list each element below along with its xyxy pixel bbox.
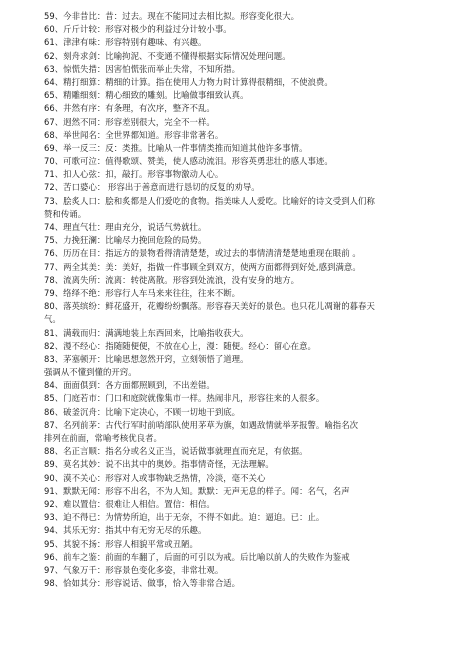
idiom-entry-line: 83、茅塞顿开：比喻思想忽然开窍，立刻领悟了道理。 [44,353,249,364]
idiom-entry-line: 强调从不懂到懂的开窍。 [44,367,137,378]
idiom-entry-line: 78、流离失所：流离：转徙离散。形容到处流浪，没有安身的地方。 [44,274,300,285]
idiom-entry-line: 69、举一反三：反：类推。比喻从一件事情类推而知道其他许多事情。 [44,142,308,153]
idiom-entry-line: 赞和传诵。 [44,208,87,219]
idiom-entry-line: 63、惊慌失措：因害怕慌张而举止失常，不知所措。 [44,63,241,74]
idiom-entry-line: 60、斤斤计较：形容对极少的利益过分计较小事。 [44,24,232,35]
idiom-entry-line: 90、漠不关心：形容对人或事物缺乏热情，冷淡，毫不关心 [44,472,266,483]
idiom-entry-line: 98、恰如其分：形容说话、做事，恰入等非常合适。 [44,578,241,589]
idiom-entry-line: 87、名列前茅：古代行军时前哨部队使用茅草为旗，如遇敌情就举茅报警。喻指名次 [44,419,359,430]
idiom-entry-line: 65、精雕细刻：精心细致的雕刻。比喻做事细致认真。 [44,90,249,101]
idiom-entry-line: 59、今非昔比：昔：过去。现在不能同过去相比拟。形容变化很大。 [44,11,300,21]
idiom-entry-line: 88、名正言顺：指名分或名义正当，说话做事就理直而充足，有依据。 [44,446,308,457]
idiom-entry-line: 96、前车之鉴：前面的车翻了，后面的可引以为戒。后比喻以前人的失败作为鉴戒 [44,551,350,562]
idiom-entry-line: 排列在前面，常喻考核优良者。 [44,433,162,443]
idiom-entry-line: 95、其貌不扬：形容人相貌平常或丑陋。 [44,538,198,549]
idiom-entry-line: 73、脍炙人口：脍和炙都是人们爱吃的食物。指美味人人爱吃。比喻好的诗文受到人们称 [44,195,375,206]
idiom-entry-line: 82、漫不经心：指随随便便，不放在心上，漫：随便。经心：留心在意。 [44,340,316,351]
idiom-entry-line: 79、络绎不绝：形容行人车马来来往往，往来不断。 [44,287,241,298]
idiom-entry-line: 81、满载而归：满满地装上东西回来，比喻指收获大。 [44,327,249,338]
idiom-entry-line: 67、迥然不同：形容差别很大，完全不一样。 [44,116,215,127]
idiom-entry-line: 89、莫名其妙：说不出其中的奥妙。指事情奇怪，无法理解。 [44,459,274,470]
idiom-entry-line: 97、气象万千：形容景色变化多姿，非常壮观。 [44,564,224,575]
idiom-entry-line: 气。 [44,314,61,325]
idiom-entry-line: 62、刻舟求剑：比喻拘泥、不变通不懂得根据实际情况处理问题。 [44,50,291,61]
idiom-entry-line: 71、扣人心弦：扣，敲打。形容事物激动人心。 [44,169,224,180]
idiom-entry-line: 75、力挽狂澜：比喻尽力挽回危险的局势。 [44,235,207,246]
idiom-entry-line: 94、其乐无穷：指其中有无穷无尽的乐趣。 [44,525,207,536]
idiom-entry-line: 92、难以置信：很难让人相信。置信：相信。 [44,498,215,509]
idiom-entry-line: 76、历历在目：指远方的景物看得清清楚楚，或过去的事情清清楚楚地重现在眼前 。 [44,248,361,259]
idiom-entry-line: 66、井然有序：有条理，有次序，整齐不乱。 [44,103,215,114]
idiom-entry-line: 80、落英缤纷：鲜花盛开，花瓣纷纷飘落。形容春天美好的景色。也只花儿凋谢的暮春天 [44,301,375,312]
idiom-entry-line: 74、理直气壮：理由充分，说话气势就壮。 [44,222,207,232]
idiom-entry-line: 72、苦口婆心： 形容出于善意而进行恳切的反复的劝导。 [44,182,260,193]
idiom-entry-line: 61、津津有味：形容特别有趣味、有兴趣。 [44,37,207,48]
idiom-entry-line: 64、精打细算：精细的计算。指在使用人力物力时计算得很精细，不使浪费。 [44,76,333,87]
idiom-entry-line: 91、默默无闻：形容不出名，不为人知。默默：无声无息的样子。闻：名气，名声 [44,485,350,496]
idiom-entry-line: 77、两全其美：美：美好，指做一件事顾全到双方，使两方面都得到好处,感到满意。 [44,261,361,272]
idiom-entry-line: 70、可歌可泣：值得歌颂、赞美，使人感动流泪。形容英勇悲壮的感人事迹。 [44,156,333,167]
idiom-entry-line: 68、举世闻名：全世界都知道。形容非常著名。 [44,129,224,140]
idiom-entry-line: 93、迫不得已：为情势所迫，出于无奈，不得不如此。迫：逼迫。已：止。 [44,512,325,523]
idiom-entry-line: 86、破釜沉舟：比喻下定决心，不顾一切地干到底。 [44,406,241,417]
idiom-entry-line: 85、门庭若市：门口和庭院就像集市一样。热闹非凡，形容往来的人很多。 [44,393,325,404]
idiom-entry-line: 84、面面俱到：各方面都照顾到，不出差错。 [44,380,215,391]
